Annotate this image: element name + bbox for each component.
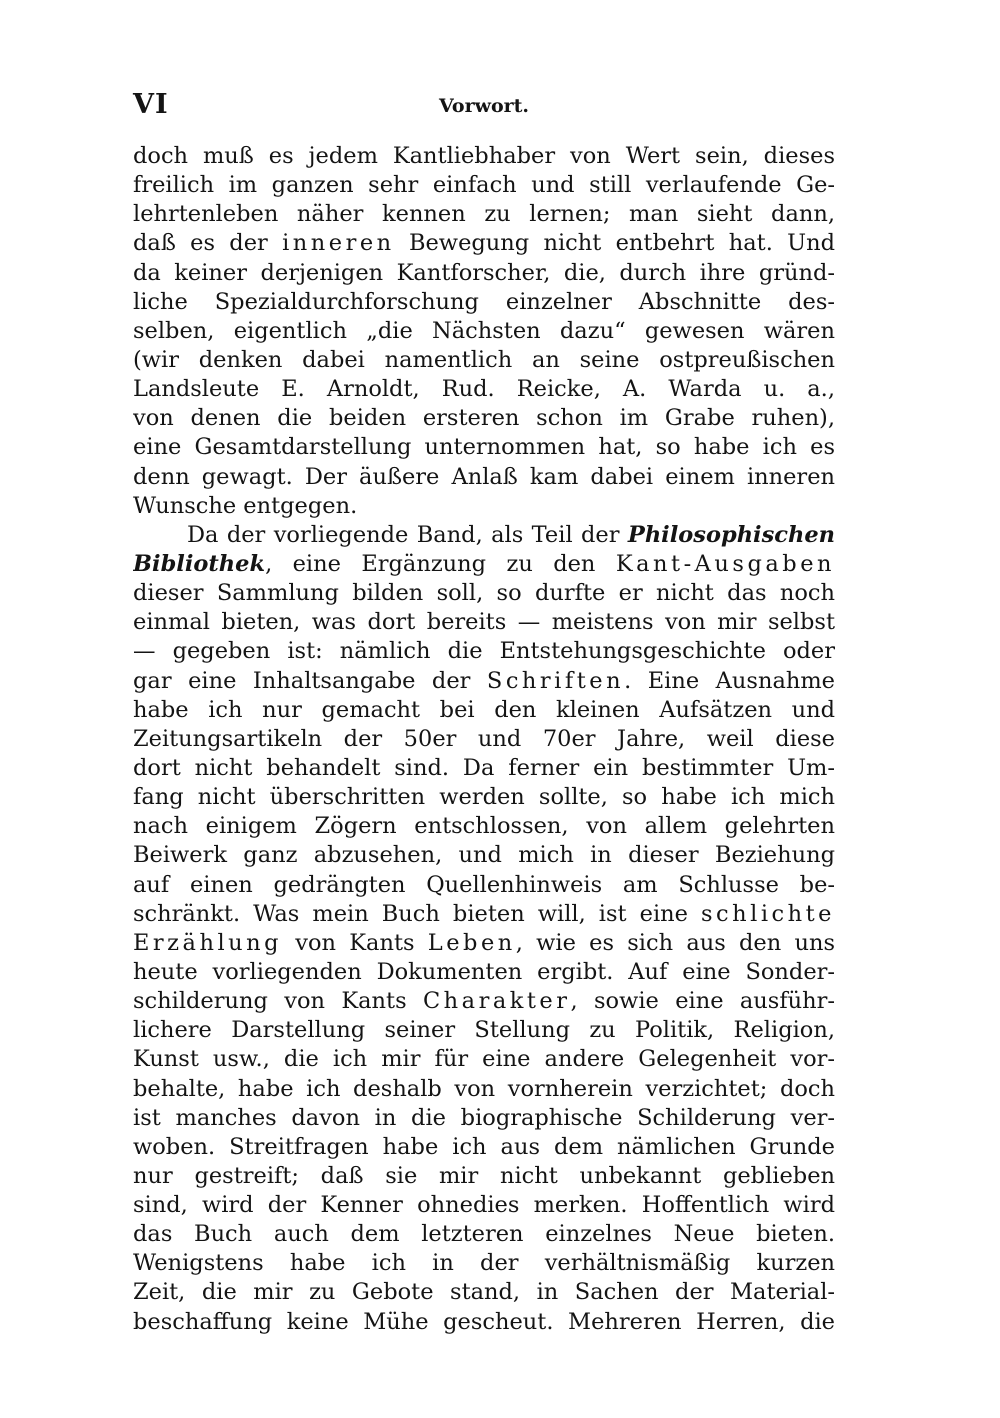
text-line: fang nicht überschritten werden sollte, so habe ich mich [133,784,835,811]
body-text [133,142,835,1337]
text-line: auf einen gedrängten Quellenhinweis am Schlusse be- [133,871,835,898]
emphasized-word: inneren [282,230,395,257]
text-segment: Bewegung nicht entbehrt hat. Und [394,230,835,257]
text-segment: Da der vorliegende Band, als Teil der [187,521,628,548]
text-line: heute vorliegenden Dokumenten ergibt. Auf eine Sonder- [133,958,835,985]
text-line: einmal bieten, was dort bereits — meistens von mir selbst [133,609,835,636]
emphasized-word: Charakter [422,988,571,1015]
text-line: Kunst usw., die ich mir für eine andere Gelegenheit vor- [133,1046,835,1073]
text-segment: von Kants [282,929,428,956]
emphasized-word: schlichte [701,900,835,927]
text-segment: gar eine Inhaltsangabe der [133,667,487,694]
text-line [133,521,835,550]
text-line [133,550,835,579]
text-line [133,667,835,696]
text-line: (wir denken dabei namentlich an seine ostpreußischen [133,346,835,373]
text-line: nach einigem Zögern entschlossen, von allem gelehrten [133,813,835,840]
emphasized-word: Schriften [486,667,625,694]
text-segment: , eine Ergänzung zu den [265,550,616,577]
text-line: lehrtenleben näher kennen zu lernen; man sieht dann, [133,201,835,228]
page-number: VI [133,89,169,120]
text-line: Zeit, die mir zu Gebote stand, in Sachen der Material- [133,1279,835,1306]
text-line: Zeitungsartikeln der 50er und 70er Jahre, weil diese [133,725,835,752]
text-line: dort nicht behandelt sind. Da ferner ein bestimmter Um- [133,754,835,781]
text-line: liche Spezialdurchforschung einzelner Abschnitte des- [133,288,835,315]
running-head: Vorwort. [438,95,530,117]
text-line: woben. Streitfragen habe ich aus dem nämlichen Grunde [133,1133,835,1160]
text-line: lichere Darstellung seiner Stellung zu Politik, Religion, [133,1017,835,1044]
text-line: beschaffung keine Mühe gescheut. Mehreren Herren, die [133,1308,835,1335]
text-line: Wenigstens habe ich in der verhältnismäßig kurzen [133,1250,835,1277]
page-header [133,88,835,122]
text-line: — gegeben ist: nämlich die Entstehungsgeschichte oder [133,638,835,665]
text-line: ist manches davon in die biographische Schilderung ver- [133,1104,835,1131]
text-segment: daß es der [133,230,283,257]
text-line: freilich im ganzen sehr einfach und still verlaufende Ge- [133,172,835,199]
text-line: Beiwerk ganz abzusehen, und mich in dieser Beziehung [133,842,835,869]
text-line [133,929,835,958]
text-line: da keiner derjenigen Kantforscher, die, durch ihre gründ- [133,259,835,286]
text-segment: , sowie eine ausführ- [570,988,835,1015]
text-line: dieser Sammlung bilden soll, so durfte er nicht das noch [133,580,835,607]
text-line: selben, eigentlich „die Nächsten dazu“ gewesen wären [133,317,835,344]
emphasized-word: Leben [427,929,516,956]
text-line: behalte, habe ich deshalb von vornherein verzichtet; doch [133,1075,835,1102]
text-line: Wunsche entgegen. [133,492,358,519]
text-line [133,900,835,929]
text-line: Landsleute E. Arnoldt, Rud. Reicke, A. Warda u. a., [133,376,835,403]
text-line: habe ich nur gemacht bei den kleinen Aufsätzen und [133,696,835,723]
emphasized-word: Erzählung [133,929,283,956]
italic-title: Bibliothek [133,550,266,577]
text-line: sind, wird der Kenner ohnedies merken. Hoffentlich wird [133,1192,835,1219]
text-line: von denen die beiden ersteren schon im Grabe ruhen), [133,405,835,432]
text-segment: schränkt. Was mein Buch bieten will, ist eine [133,900,702,927]
emphasized-word: Kant-Ausgaben [615,550,835,577]
text-line: das Buch auch dem letzteren einzelnes Neue bieten. [133,1221,835,1248]
text-line: eine Gesamtdarstellung unternommen hat, so habe ich es [133,434,835,461]
text-line [133,229,835,258]
text-line: nur gestreift; daß sie mir nicht unbekannt geblieben [133,1162,835,1189]
text-segment: schilderung von Kants [133,988,423,1015]
text-segment: . Eine Ausnahme [624,667,835,694]
text-line: denn gewagt. Der äußere Anlaß kam dabei einem inneren [133,463,835,490]
text-line [133,987,835,1016]
text-segment: , wie es sich aus den uns [515,929,835,956]
text-line: doch muß es jedem Kantliebhaber von Wert sein, dieses [133,143,835,169]
italic-title: Philosophischen [627,521,835,548]
